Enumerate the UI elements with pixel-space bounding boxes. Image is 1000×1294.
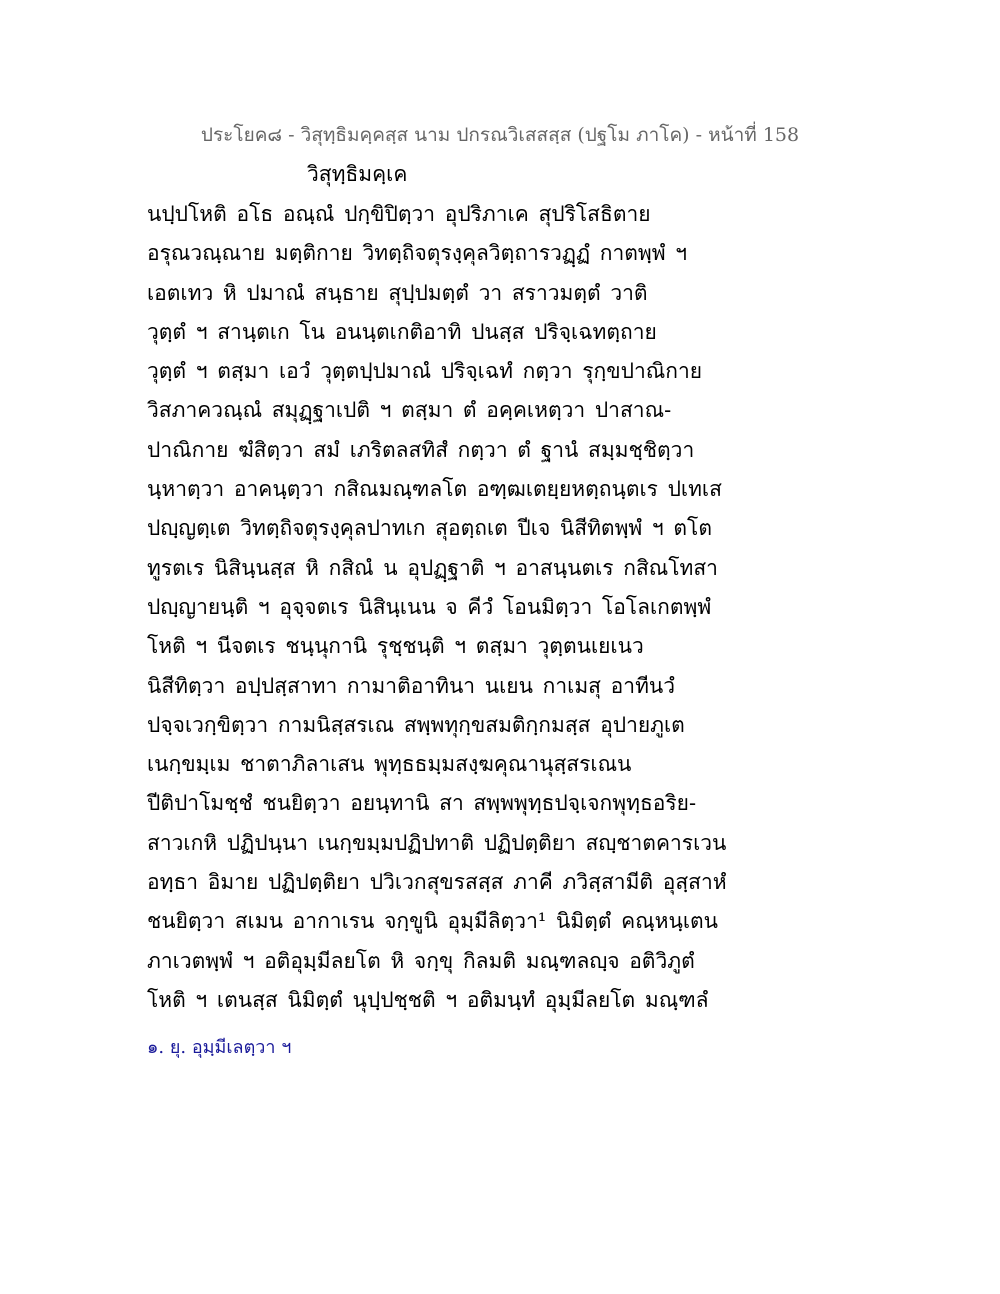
body-line: อรุณวณฺณาย มตฺติกาย วิทตฺถิจตุรงฺคุลวิตฺถารวฏฺฏํ กาตพฺพํ ฯ <box>147 241 688 266</box>
body-line: ปีติปาโมชฺชํ ชนยิตฺวา อยนฺทานิ สา สพฺพพุทฺธปจฺเจกพุทฺธอริย- <box>147 791 697 816</box>
page-header <box>0 122 1000 148</box>
page-number: 158 <box>762 124 800 146</box>
body-line: สาวเกหิ ปฏิปนฺนา เนกฺขมฺมปฏิปทาติ ปฏิปตฺติยา สญฺชาตคารเวน <box>147 830 727 855</box>
body-line: เอตเทว หิ ปมาณํ สนฺธาย สุปฺปมตฺตํ วา สราวมตฺตํ วาติ <box>147 280 648 305</box>
body-line: นฺหาตฺวา อาคนฺตฺวา กสิณมณฺฑลโต อฑฺฒเตยฺยหตฺถนฺตเร ปเทเส <box>147 477 722 502</box>
body-text <box>147 199 727 1024</box>
body-line: โหติ ฯ เตนสฺส นิมิตฺตํ นุปฺปชฺชติ ฯ อติมนฺทํ อุมฺมีลยโต มณฺฑลํ <box>147 987 709 1012</box>
body-line: วิสภาควณฺณํ สมุฏฺฐาเปติ ฯ ตสฺมา ตํ อคฺคเหตฺวา ปาสาณ- <box>147 398 672 423</box>
body-line: ทูรตเร นิสินฺนสฺส หิ กสิณํ น อุปฏฺฐาติ ฯ อาสนฺนตเร กสิณโทสา <box>147 555 718 580</box>
header-title: ประโยค๘ - วิสุทฺธิมคฺคสฺส นาม ปกรณวิเสสสฺส (ปฐโม ภาโค) - หน้าที่ <box>200 124 763 146</box>
body-line: เนกฺขมฺเม ชาตาภิลาเสน พุทฺธธมฺมสงฺฆคุณานุสฺสรเณน <box>147 752 632 777</box>
body-line: ภาเวตพฺพํ ฯ อติอุมฺมีลยโต หิ จกฺขุ กิลมติ มณฺฑลญฺจ อติวิภูตํ <box>147 948 695 973</box>
body-line: ปญฺญายนฺติ ฯ อุจฺจตเร นิสินฺเนน จ คีวํ โอนมิตฺวา โอโลเกตพฺพํ <box>147 594 712 619</box>
body-line: โหติ ฯ นีจตเร ชนฺนุกานิ รุชฺชนฺติ ฯ ตสฺมา วุตฺตนเยเนว <box>147 634 644 659</box>
body-line: วุตฺตํ ฯ ตสฺมา เอวํ วุตฺตปฺปมาณํ ปริจฺเฉทํ กตฺวา รุกฺขปาณิกาย <box>147 359 703 384</box>
footnote: ๑. ยุ. อุมฺมีเลตฺวา ฯ <box>147 1037 292 1058</box>
body-line: ปาณิกาย ฆํสิตฺวา สมํ เภริตลสทิสํ กตฺวา ตํ ฐานํ สมฺมชฺชิตฺวา <box>147 437 695 462</box>
body-line: อทฺธา อิมาย ปฏิปตฺติยา ปวิเวกสุขรสสฺส ภาคี ภวิสฺสามีติ อุสฺสาหํ <box>147 870 727 895</box>
body-line: วุตฺตํ ฯ สานฺตเก โน อนนฺตเกติอาทิ ปนสฺส ปริจฺเฉทตฺถาย <box>147 319 657 344</box>
body-line: ชนยิตฺวา สเมน อากาเรน จกฺขูนิ อุมฺมีลิตฺวา¹ นิมิตฺตํ คณฺหนฺเตน <box>147 909 719 934</box>
body-line: ปจฺจเวกฺขิตฺวา กามนิสฺสรเณ สพฺพทุกฺขสมติกฺกมสฺส อุปายภูเต <box>147 712 685 737</box>
body-line: ปญฺญตฺเต วิทตฺถิจตุรงฺคุลปาทเก สุอตฺถเต ปีเจ นิสีทิตพฺพํ ฯ ตโต <box>147 516 712 541</box>
body-line: นปฺปโหติ อโธ อณฺณํ ปกฺขิปิตฺวา อุปริภาเค สุปริโสธิตาย <box>147 202 651 226</box>
section-title: วิสุทฺธิมคฺเค <box>307 162 408 186</box>
body-line: นิสีทิตฺวา อปฺปสฺสาทา กามาติอาทินา นเยน กาเมสุ อาทีนวํ <box>147 673 676 698</box>
